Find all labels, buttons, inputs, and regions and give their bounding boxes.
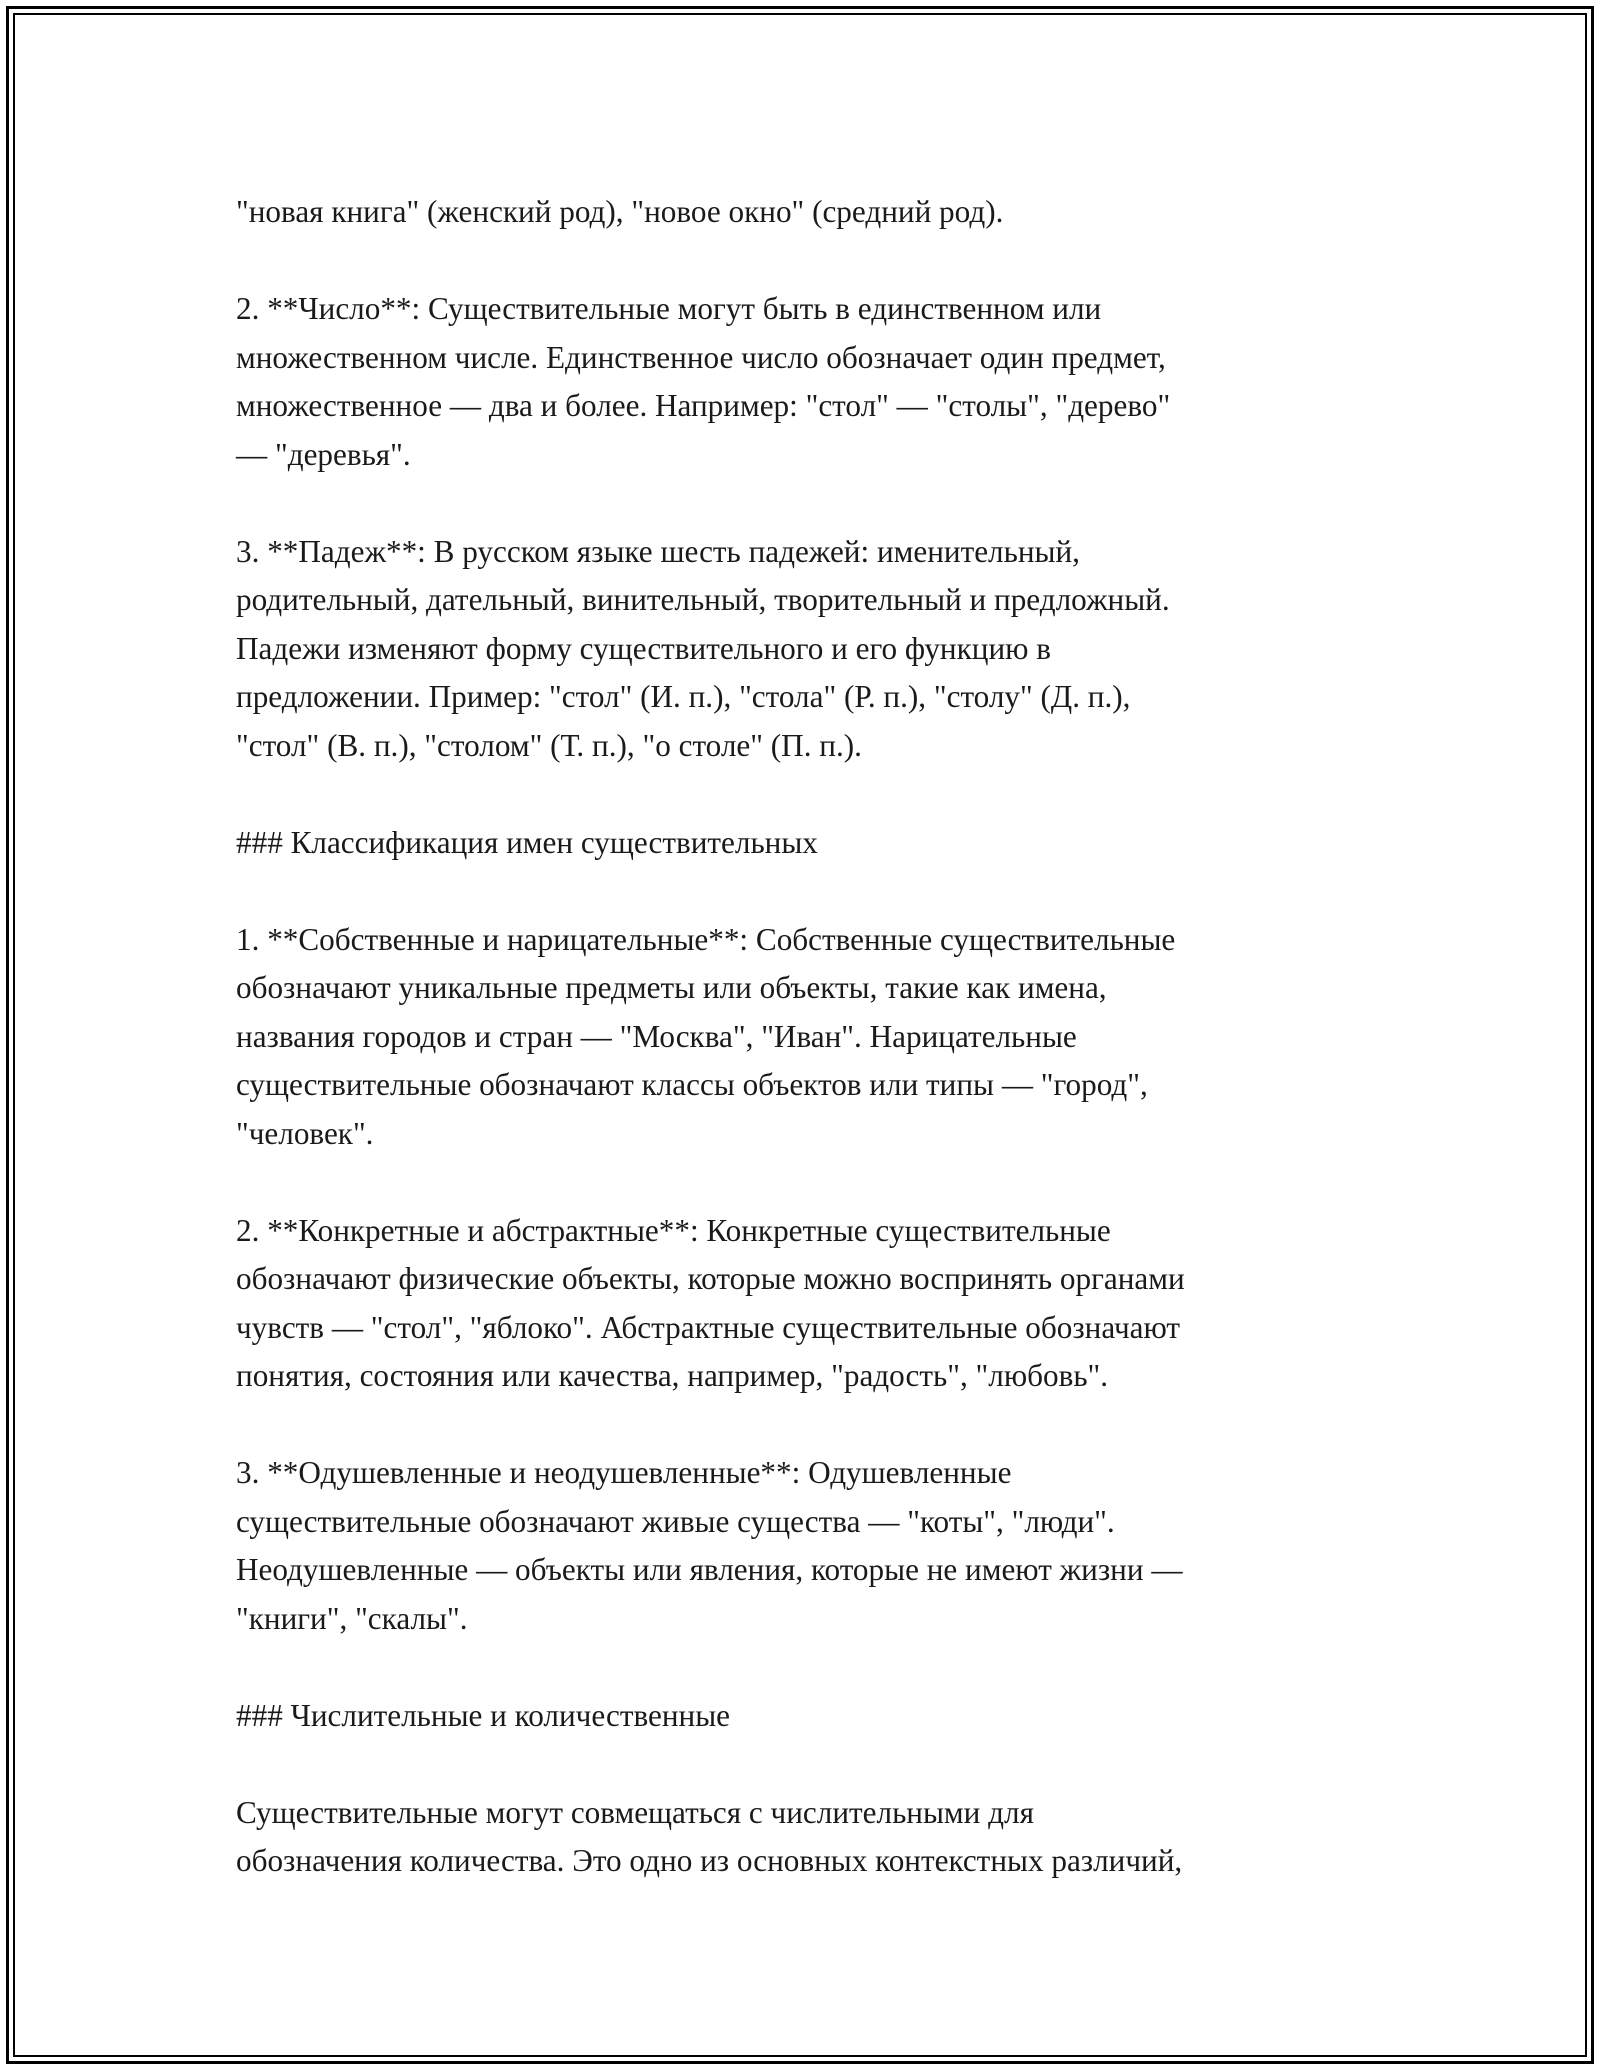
text-line: обозначения количества. Это одно из основных контекстных различий, xyxy=(236,1843,1183,1878)
text-line: ### Числительные и количественные xyxy=(236,1697,731,1733)
text-line: предложении. Пример: "стол" (И. п.), "стола" (Р. п.), "столу" (Д. п.), xyxy=(236,679,1131,714)
paragraph-case xyxy=(236,528,1386,771)
text-line: 1. **Собственные и нарицательные**: Собственные существительные xyxy=(236,921,1176,957)
text-line: — "деревья". xyxy=(236,436,411,472)
text-line: "новая книга" (женский род), "новое окно" (средний род). xyxy=(236,194,1004,229)
paragraph-gender-example xyxy=(236,188,1386,237)
text-line: "стол" (В. п.), "столом" (Т. п.), "о столе" (П. п.). xyxy=(236,727,862,763)
text-line: родительный, дательный, винительный, творительный и предложный. xyxy=(236,582,1170,617)
paragraph-proper-common xyxy=(236,916,1386,1159)
text-line: Падежи изменяют форму существительного и его функцию в xyxy=(236,630,1051,666)
paragraph-animate-inanimate xyxy=(236,1449,1386,1643)
text-line: существительные обозначают живые существа — "коты", "люди". xyxy=(236,1503,1115,1539)
text-line: множественном числе. Единственное число обозначает один предмет, xyxy=(236,339,1166,375)
text-line: 3. **Падеж**: В русском языке шесть падежей: именительный, xyxy=(236,533,1080,569)
text-line: "человек". xyxy=(236,1115,374,1151)
text-line: множественное — два и более. Например: "стол" — "столы", "дерево" xyxy=(236,388,1171,423)
text-line: Существительные могут совмещаться с числительными для xyxy=(236,1794,1034,1830)
text-line: "книги", "скалы". xyxy=(236,1600,468,1636)
text-line: ### Классификация имен существительных xyxy=(236,824,818,860)
paragraph-concrete-abstract xyxy=(236,1207,1386,1401)
paragraph-numerals xyxy=(236,1789,1386,1886)
text-line: 2. **Число**: Существительные могут быть в единственном или xyxy=(236,291,1102,326)
text-line: понятия, состояния или качества, например, "радость", "любовь". xyxy=(236,1358,1109,1393)
text-line: чувств — "стол", "яблоко". Абстрактные существительные обозначают xyxy=(236,1309,1181,1345)
text-line: Неодушевленные — объекты или явления, которые не имеют жизни — xyxy=(236,1552,1183,1587)
text-line: обозначают физические объекты, которые можно воспринять органами xyxy=(236,1261,1185,1296)
text-line: существительные обозначают классы объектов или типы — "город", xyxy=(236,1067,1148,1102)
text-line: обозначают уникальные предметы или объекты, такие как имена, xyxy=(236,970,1107,1005)
text-line: 2. **Конкретные и абстрактные**: Конкретные существительные xyxy=(236,1212,1111,1248)
heading-numerals xyxy=(236,1692,1386,1741)
paragraph-number xyxy=(236,285,1386,479)
text-line: 3. **Одушевленные и неодушевленные**: Одушевленные xyxy=(236,1455,1012,1490)
document-body xyxy=(236,188,1386,1886)
text-line: названия городов и стран — "Москва", "Иван". Нарицательные xyxy=(236,1018,1077,1054)
heading-classification xyxy=(236,819,1386,868)
